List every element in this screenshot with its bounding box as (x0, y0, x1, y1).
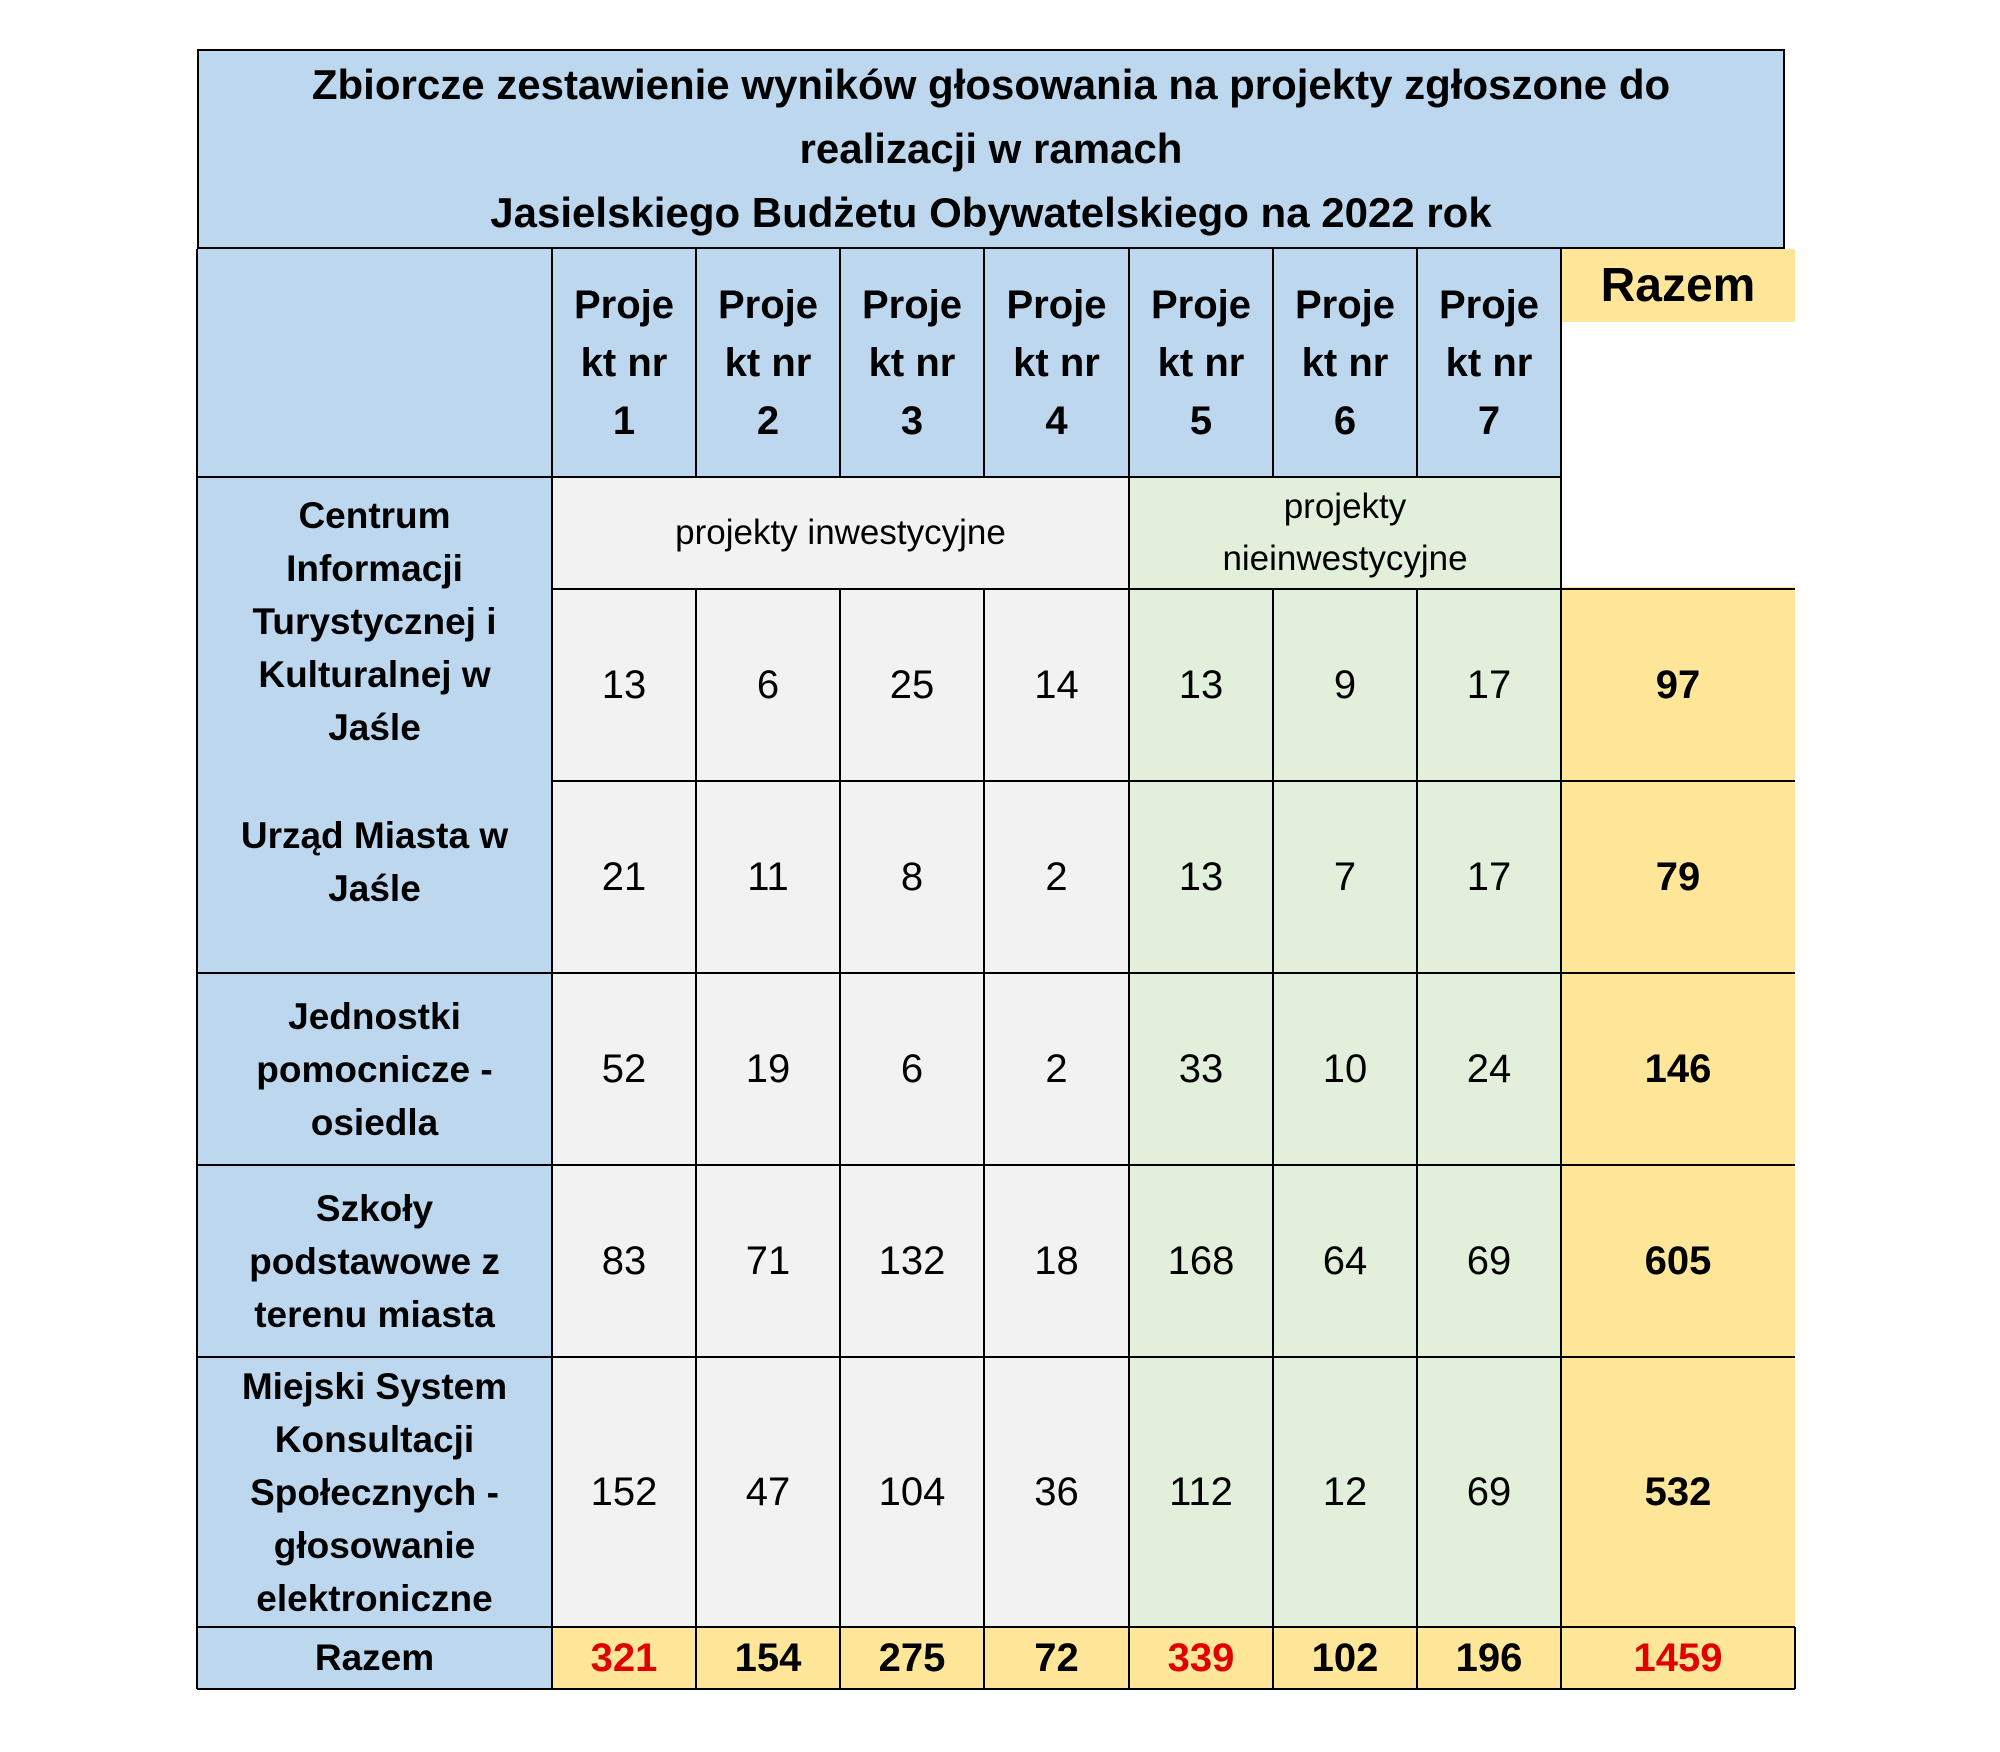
title-line-3: Jasielskiego Budżetu Obywatelskiego na 2022 rok (490, 189, 1492, 236)
grid-line (839, 589, 841, 1689)
table-border-bottom (197, 1688, 1795, 1690)
table-cell: 112 (1129, 1357, 1273, 1627)
row-total: 146 (1561, 973, 1795, 1165)
title-line-2: realizacji w ramach (799, 125, 1183, 172)
total-column-header: Razem (1561, 249, 1795, 322)
table-cell: 2 (984, 973, 1129, 1165)
grid-line (695, 249, 697, 477)
grid-line (695, 589, 697, 1689)
column-header-7: Proje kt nr 7 (1417, 249, 1561, 477)
column-total: 102 (1273, 1627, 1417, 1689)
table-cell: 9 (1273, 589, 1417, 781)
row-label: Szkoły podstawowe z terenu miasta (249, 1187, 500, 1335)
grid-line (197, 1164, 1795, 1166)
table-cell: 17 (1417, 589, 1561, 781)
grid-line (839, 249, 841, 477)
table-cell: 19 (696, 973, 840, 1165)
table-title (197, 49, 1785, 249)
grid-line (1128, 589, 1130, 1689)
table-cell: 52 (552, 973, 696, 1165)
column-total: 339 (1129, 1627, 1273, 1689)
table-cell: 69 (1417, 1165, 1561, 1357)
column-total: 72 (984, 1627, 1129, 1689)
grid-line (551, 249, 553, 1689)
grid-line (1560, 249, 1562, 477)
table-cell: 152 (552, 1357, 696, 1627)
table-cell: 2 (984, 781, 1129, 973)
row-label: Jednostki pomocnicze - osiedla (256, 995, 493, 1143)
table-cell: 13 (1129, 589, 1273, 781)
table-cell: 104 (840, 1357, 984, 1627)
column-header-2: Proje kt nr 2 (696, 249, 840, 477)
table-border-left (196, 249, 198, 1689)
grid-line (1416, 249, 1418, 477)
table-cell: 25 (840, 589, 984, 781)
table-cell: 24 (1417, 973, 1561, 1165)
table-cell: 69 (1417, 1357, 1561, 1627)
row-label: Miejski System Konsultacji Społecznych - głosowanie elektroniczne (241, 1365, 508, 1619)
table-cell: 21 (552, 781, 696, 973)
grand-total: 1459 (1561, 1627, 1795, 1689)
grid-line (1560, 477, 1562, 589)
table-cell: 17 (1417, 781, 1561, 973)
table-border-right (1794, 1627, 1796, 1689)
grid-line (983, 249, 985, 477)
table-cell: 47 (696, 1357, 840, 1627)
table-cell: 8 (840, 781, 984, 973)
group-non-investment: projekty nieinwestycyjne (1129, 477, 1561, 589)
grid-line (552, 780, 1795, 782)
row-total: 605 (1561, 1165, 1795, 1357)
column-header-4: Proje kt nr 4 (984, 249, 1129, 477)
row-label: Centrum Informacji Turystycznej i Kulturalnej w Jaśle (252, 494, 497, 748)
group-investment: projekty inwestycyjne (552, 477, 1129, 589)
column-total: 275 (840, 1627, 984, 1689)
column-total: 196 (1417, 1627, 1561, 1689)
column-total: 321 (552, 1627, 696, 1689)
row-total: 97 (1561, 589, 1795, 781)
table-cell: 64 (1273, 1165, 1417, 1357)
grid-line (1416, 589, 1418, 1689)
table-cell: 33 (1129, 973, 1273, 1165)
grid-line (1128, 249, 1130, 477)
grid-line (1272, 589, 1274, 1689)
grid-line (1128, 477, 1130, 589)
column-header-3: Proje kt nr 3 (840, 249, 984, 477)
table-cell: 10 (1273, 973, 1417, 1165)
table-cell: 83 (552, 1165, 696, 1357)
title-line-1: Zbiorcze zestawienie wyników głosowania na projekty zgłoszone do (311, 61, 1671, 108)
row-total: 79 (1561, 781, 1795, 973)
table-cell: 14 (984, 589, 1129, 781)
table-cell: 7 (1273, 781, 1417, 973)
table-cell: 12 (1273, 1357, 1417, 1627)
grid-line (197, 1356, 1795, 1358)
table-cell: 11 (696, 781, 840, 973)
row-total: 532 (1561, 1357, 1795, 1627)
table-cell: 6 (840, 973, 984, 1165)
table-cell: 36 (984, 1357, 1129, 1627)
table-cell: 132 (840, 1165, 984, 1357)
grid-line (1560, 589, 1562, 1689)
header-bottom-line (197, 476, 1561, 478)
table-cell: 6 (696, 589, 840, 781)
column-header-1: Proje kt nr 1 (552, 249, 696, 477)
column-header-6: Proje kt nr 6 (1273, 249, 1417, 477)
grid-line (197, 1626, 1795, 1628)
grid-line (1272, 249, 1274, 477)
column-header-5: Proje kt nr 5 (1129, 249, 1273, 477)
grid-line (197, 972, 1795, 974)
grid-line (983, 589, 985, 1689)
grid-line (552, 588, 1795, 590)
table-cell: 18 (984, 1165, 1129, 1357)
column-total: 154 (696, 1627, 840, 1689)
table-cell: 13 (1129, 781, 1273, 973)
totals-row-label: Razem (197, 1627, 552, 1689)
row-label: Urząd Miasta w Jaśle (240, 815, 509, 909)
table-cell: 168 (1129, 1165, 1273, 1357)
table-cell: 71 (696, 1165, 840, 1357)
table-cell: 13 (552, 589, 696, 781)
